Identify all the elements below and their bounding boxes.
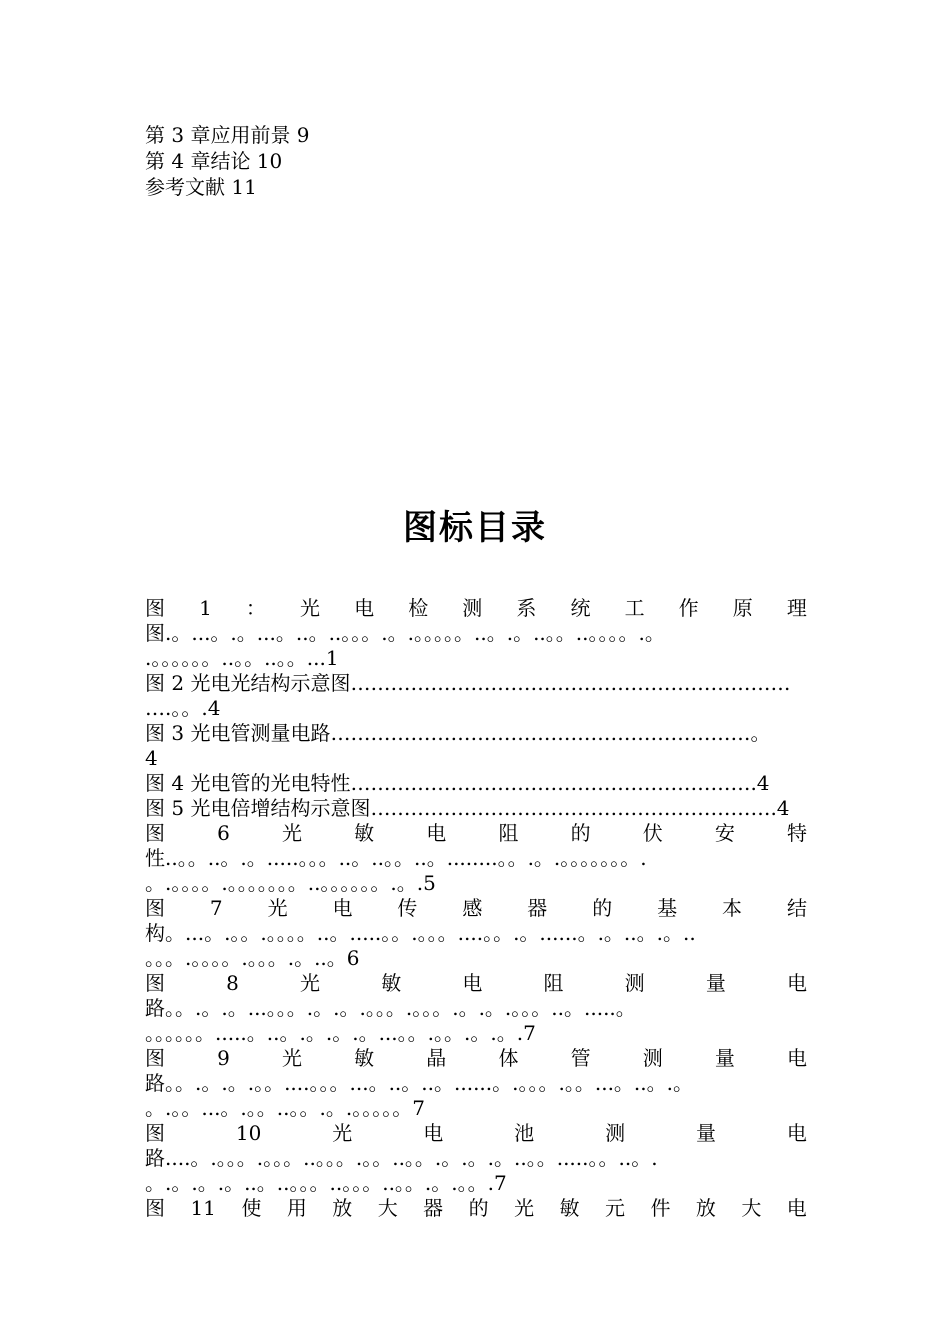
figure-title-char: 光 (282, 1046, 303, 1070)
figure-title-char: 10 (235, 1121, 262, 1145)
figure-title-char: 大 (377, 1196, 398, 1220)
figure-title-char: 图 (145, 1196, 165, 1220)
figure-entry-leader: 4 (145, 746, 158, 770)
figure-title-char: 量 (705, 971, 726, 995)
figure-entry[interactable] (145, 1046, 807, 1121)
figure-title-char: 图 (145, 971, 165, 995)
figure-title-char: 感 (462, 896, 483, 920)
figure-entry-leader: 。.。。...。.。。..。。.。.。。。。。7 (145, 1096, 425, 1120)
figure-entry-leader: 性..。。..。.。.....。。。..。..。。..。........。。.。.。。。。。。。. (145, 846, 647, 870)
figure-list-title: 图标目录 (403, 508, 547, 548)
figure-title-char: 敏 (559, 1196, 580, 1220)
figure-entry-leader: 图.。...。.。...。..。..。。。.。.。。。。。..。.。..。。..。。。。.。 (145, 621, 665, 645)
figure-title-char: 电 (462, 971, 483, 995)
figure-entry[interactable] (145, 671, 807, 721)
figure-entry[interactable] (145, 771, 807, 796)
figure-title-char: 光 (332, 1121, 353, 1145)
figure-title-char: 光 (267, 896, 288, 920)
figure-title-char: 放 (332, 1196, 353, 1220)
figure-title-char: 电 (332, 896, 353, 920)
figure-title-char: 测 (605, 1121, 626, 1145)
figure-title-char: 6 (217, 821, 230, 845)
figure-title-char: 图 (145, 596, 165, 620)
figure-title-char: 元 (604, 1196, 625, 1220)
figure-title-char: 阻 (498, 821, 519, 845)
figure-title-char: 原 (732, 596, 753, 620)
figure-entry[interactable] (145, 796, 807, 821)
figure-title-char: 9 (217, 1046, 230, 1070)
figure-title-char: 结 (786, 896, 807, 920)
figure-title-char: 器 (527, 896, 548, 920)
figure-title-char: 图 (145, 1121, 165, 1145)
figure-entry-title (145, 596, 807, 621)
figure-entry[interactable] (145, 596, 807, 671)
figure-title-char: 电 (354, 596, 375, 620)
figure-title-char: 工 (624, 596, 645, 620)
toc-entry[interactable]: 参考文献 11 (145, 175, 257, 199)
table-of-contents (145, 122, 310, 200)
figure-title-char: 1 (199, 596, 212, 620)
figure-title-char: 光 (300, 971, 321, 995)
figure-title-char: 图 (145, 821, 165, 845)
figure-title-char: 特 (787, 821, 807, 845)
figure-entry[interactable] (145, 821, 807, 896)
figure-title-char: 池 (514, 1121, 535, 1145)
figure-title-char: ： (245, 596, 266, 620)
figure-title-char: 伏 (642, 821, 663, 845)
figure-title-char: 11 (190, 1196, 216, 1220)
figure-title-char: 电 (786, 1196, 807, 1220)
figure-title-char: 光 (282, 821, 303, 845)
figure-title-char: 7 (209, 896, 223, 920)
figure-title-char: 检 (408, 596, 429, 620)
figure-entry-leader: 构。...。.。。.。。。。..。.....。。.。。。....。。.。......。.。..。.。.. (145, 921, 696, 945)
figure-title-char: 电 (787, 1046, 807, 1070)
figure-entry-title (145, 1196, 807, 1221)
figure-title-char: 光 (300, 596, 321, 620)
figure-title-char: 理 (786, 596, 807, 620)
figure-entry-title (145, 1121, 807, 1146)
figure-entry-leader: .。。。。。。..。。..。。...1 (145, 646, 339, 670)
figure-entry-leader: 。。。。。。.....。..。.。.。.。...。。.。。.。.。.7 (145, 1021, 536, 1045)
toc-entry[interactable]: 第 4 章结论 10 (145, 149, 283, 173)
figure-title-char: 体 (498, 1046, 519, 1070)
figure-title-char: 器 (423, 1196, 444, 1220)
figure-title-char: 量 (695, 1121, 716, 1145)
figure-title-char: 敏 (381, 971, 402, 995)
figure-entry-title (145, 1046, 807, 1071)
figure-entry-leader: 。.。。。。.。。。。。。。..。。。。。。.。.5 (145, 871, 436, 895)
figure-entry-title: 图 3 光电管测量电路………………………………………………………。 (145, 721, 771, 745)
figure-title-char: 测 (642, 1046, 663, 1070)
figure-title-char: 测 (462, 596, 483, 620)
figure-title-char: 测 (624, 971, 645, 995)
figure-entry[interactable] (145, 896, 807, 971)
figure-title-char: 作 (678, 596, 699, 620)
figure-entry-title: 图 5 光电倍增结构示意图…………………………………………………….4 (145, 796, 790, 820)
figure-title-char: 阻 (543, 971, 564, 995)
figure-title-char: 量 (714, 1046, 735, 1070)
figure-title-char: 敏 (354, 1046, 375, 1070)
figure-list (145, 596, 807, 1221)
figure-title-char: 敏 (354, 821, 375, 845)
figure-entry-title (145, 896, 807, 921)
figure-entry[interactable] (145, 721, 807, 771)
figure-title-char: 的 (592, 896, 613, 920)
figure-title-char: 图 (145, 896, 165, 920)
figure-title-char: 安 (714, 821, 735, 845)
figure-entry[interactable] (145, 1121, 807, 1196)
figure-title-char: 光 (514, 1196, 535, 1220)
figure-entry-leader: 路。。.。.。...。。。.。.。.。。。.。。。.。.。.。。。..。.....。 (145, 996, 636, 1020)
figure-entry-title: 图 2 光电光结构示意图………………………………………………………… (145, 671, 791, 695)
figure-title-char: 传 (397, 896, 418, 920)
figure-title-char: 8 (226, 971, 239, 995)
figure-title-char: 使 (241, 1196, 262, 1220)
figure-entry[interactable] (145, 971, 807, 1046)
figure-entry-leader: 路。。.。.。.。。....。。。...。..。..。......。.。。。.。。...。..。.。 (145, 1071, 694, 1095)
figure-title-char: 放 (695, 1196, 716, 1220)
figure-entry[interactable] (145, 1196, 807, 1221)
figure-title-char: 电 (786, 1121, 807, 1145)
figure-title-char: 的 (570, 821, 591, 845)
figure-title-char: 电 (423, 1121, 444, 1145)
figure-title-char: 晶 (426, 1046, 447, 1070)
figure-title-char: 电 (786, 971, 807, 995)
figure-entry-leader: ….。。.4 (145, 696, 221, 720)
figure-entry-title (145, 821, 807, 846)
figure-title-char: 基 (657, 896, 678, 920)
figure-title-char: 大 (741, 1196, 762, 1220)
figure-entry-title: 图 4 光电管的光电特性…………………………………………………….4 (145, 771, 770, 795)
figure-title-char: 管 (570, 1046, 591, 1070)
figure-title-char: 电 (426, 821, 447, 845)
figure-title-char: 统 (570, 596, 591, 620)
toc-entry[interactable]: 第 3 章应用前景 9 (145, 123, 310, 147)
figure-title-char: 件 (650, 1196, 671, 1220)
figure-title-char: 系 (516, 596, 537, 620)
figure-title-char: 图 (145, 1046, 165, 1070)
figure-entry-leader: 路....。.。。。.。。。..。。。.。。..。。.。.。.。..。。.....。。..。. (145, 1146, 658, 1170)
figure-title-char: 本 (722, 896, 743, 920)
figure-entry-leader: 。。。.。。。。.。。。.。..。6 (145, 946, 360, 970)
figure-entry-leader: 。.。.。.。..。..。。。..。。。..。。.。.。。.7 (145, 1171, 507, 1195)
figure-title-char: 用 (286, 1196, 307, 1220)
figure-entry-title (145, 971, 807, 996)
figure-title-char: 的 (468, 1196, 489, 1220)
